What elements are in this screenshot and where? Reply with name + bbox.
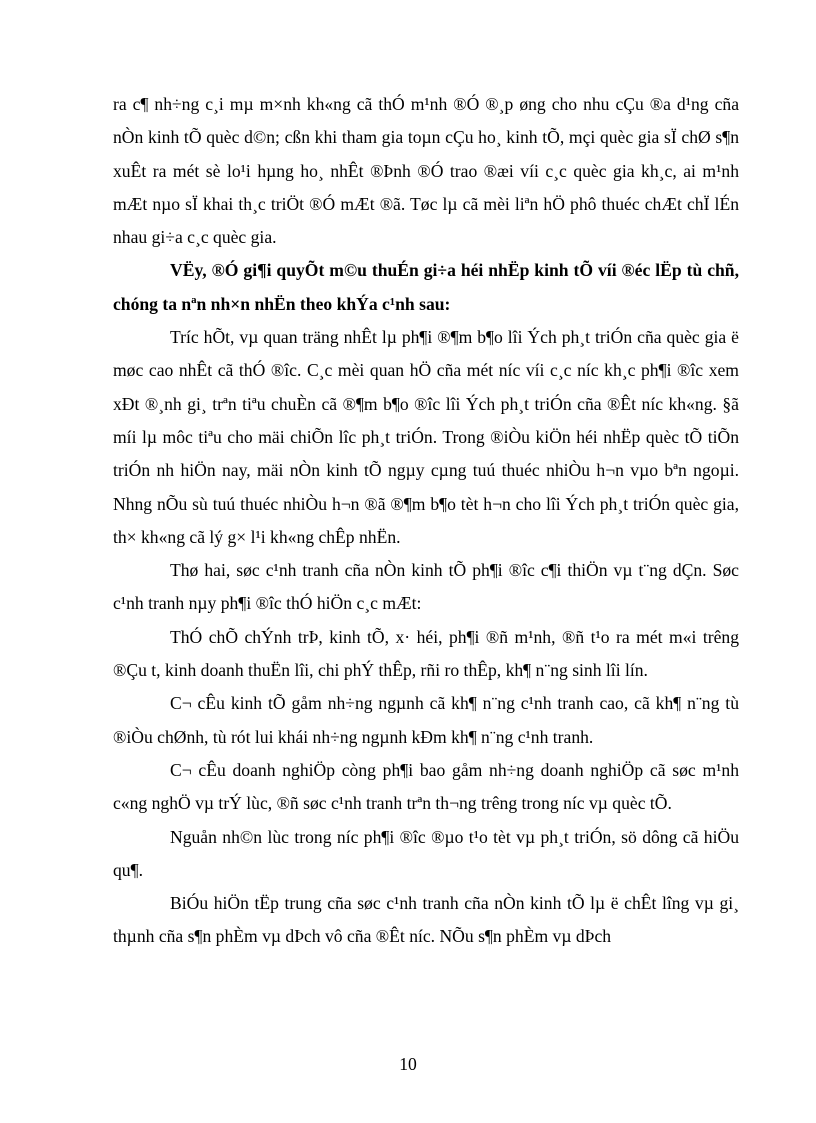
paragraph-second-point: Thø hai, søc c¹nh tranh cña nÒn kinh tÕ ph¶i ®îc c¶i thiÖn vµ t¨ng dÇn. Søc c¹nh tranh nµy ph¶i ®îc thÓ hiÖn c¸c mÆt: [113, 560, 739, 614]
paragraph-continuation: ra c¶ nh÷ng c¸i mµ m×nh kh«ng cã thÓ m¹nh ®Ó ®¸p øng cho nhu cÇu ®a d¹ng cña nÒn kinh tÕ quèc d©n; cßn khi tham gia toµn cÇu ho¸ kinh tÕ, mçi quèc gia sÏ chØ s¶n xuÊt ra mét sè lo¹i hµng ho¸ nhÊt ®Þnh ®Ó trao ®æi víi c¸c quèc gia kh¸c, ai m¹nh mÆt nµo sÏ khai th¸c triÖt ®Ó mÆt ®ã. Tøc lµ cã mèi liªn hÖ phô thuéc chÆt chÏ lÉn nhau gi÷a c¸c quèc gia. [113, 94, 739, 248]
body-text [113, 88, 739, 954]
paragraph-institutions: ThÓ chÕ chÝnh trÞ, kinh tÕ, x· héi, ph¶i ®ñ m¹nh, ®ñ t¹o ra mét m«i trêng ®Çu t, kinh doanh thuËn lîi, chi phÝ thÊp, rñi ro thÊp, kh¶ n¨ng sinh lîi lín. [113, 626, 739, 681]
paragraph-enterprise-structure: C¬ cÊu doanh nghiÖp còng ph¶i bao gåm nh÷ng doanh nghiÖp cã søc m¹nh c«ng nghÖ vµ trÝ lùc, ®ñ søc c¹nh tranh trªn th¬ng trêng trong níc vµ quèc tÕ. [113, 759, 739, 814]
paragraph-first-point: Tríc hÕt, vµ quan träng nhÊt lµ ph¶i ®¶m b¶o lîi Ých ph¸t triÓn cña quèc gia ë møc cao nhÊt cã thÓ ®îc. C¸c mèi quan hÖ cña mét níc víi c¸c níc kh¸c ph¶i ®îc xem xÐt ®¸nh gi¸ trªn tiªu chuÈn cã ®¶m b¶o ®îc lîi Ých ph¸t triÓn cña ®Êt níc kh«ng. §ã míi lµ môc tiªu cho mäi chiÕn lîc ph¸t triÓn. Trong ®iÒu kiÖn héi nhËp quèc tÕ tiÕn triÓn nh hiÖn nay, mäi nÒn kinh tÕ ngµy cµng tuú thuéc nhiÒu h¬n vµo bªn ngoµi. Nhng nÕu sù tuú thuéc nhiÒu h¬n ®ã ®¶m b¶o tèt h¬n cho lîi Ých ph¸t triÓn quèc gia, th× kh«ng cã lý g× l¹i kh«ng chÊp nhËn. [113, 327, 739, 547]
paragraph-economic-structure: C¬ cÊu kinh tÕ gåm nh÷ng ngµnh cã kh¶ n¨ng c¹nh tranh cao, cã kh¶ n¨ng tù ®iÒu chØnh, tù rót lui khái nh÷ng ngµnh kÐm kh¶ n¨ng c¹nh tranh. [113, 693, 739, 747]
paragraph-human-resources: Nguån nh©n lùc trong níc ph¶i ®îc ®µo t¹o tèt vµ ph¸t triÓn, sö dông cã hiÖu qu¶. [113, 826, 739, 880]
paragraph-competitiveness: BiÓu hiÖn tËp trung cña søc c¹nh tranh cña nÒn kinh tÕ lµ ë chÊt lîng vµ gi¸ thµnh cña s¶n phÈm vµ dÞch vô cña ®Êt níc. NÕu s¶n phÈm vµ dÞch [113, 893, 739, 947]
page-number: 10 [399, 1054, 417, 1074]
paragraph-bold-thesis: VËy, ®Ó gi¶i quyÕt m©u thuÉn gi÷a héi nhËp kinh tÕ víi ®éc lËp tù chñ, chóng ta nªn nh×n nhËn theo khÝa c¹nh sau: [113, 260, 739, 314]
